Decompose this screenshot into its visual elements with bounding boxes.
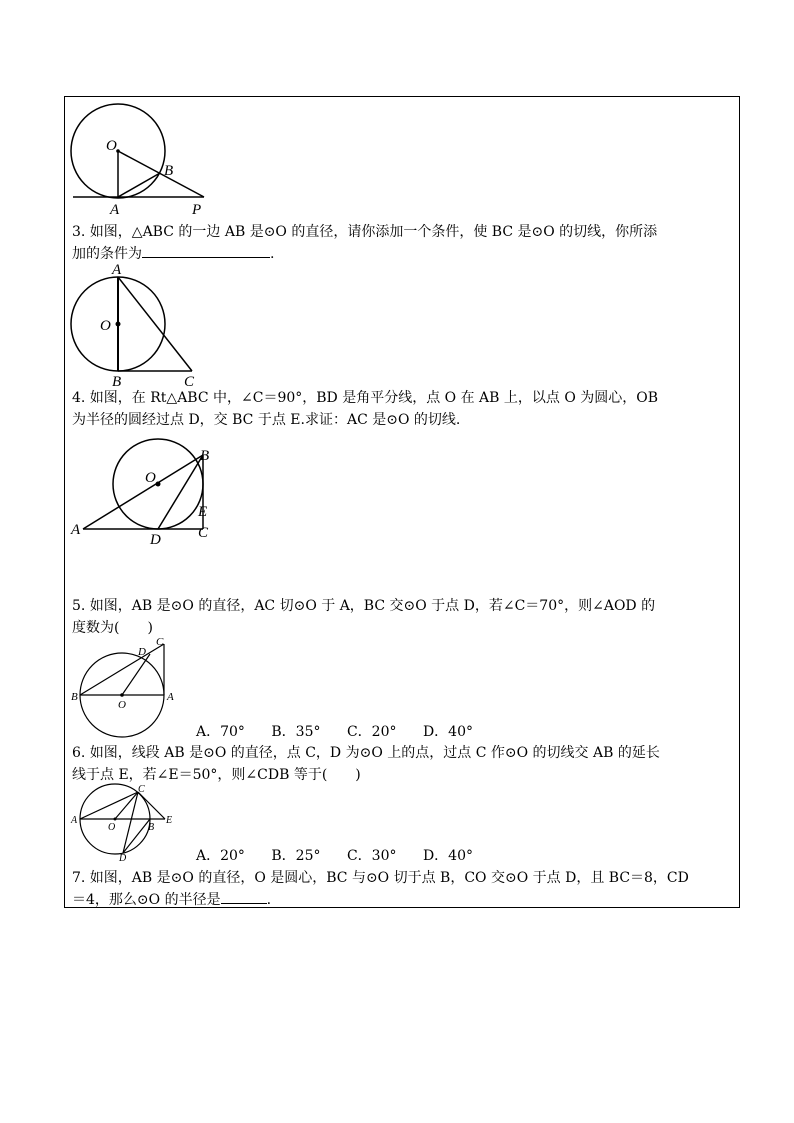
label-b: B (71, 691, 78, 703)
choice-c[interactable]: C．20° (346, 724, 397, 740)
choice-d[interactable]: D．40° (422, 724, 473, 740)
segment-od (122, 654, 150, 695)
label-b: B (148, 822, 155, 833)
label-a: A (112, 262, 122, 278)
figure-tangent-circle-p (68, 100, 218, 220)
label-a: A (71, 815, 78, 826)
segment-bc (80, 644, 164, 695)
answer-blank-q7[interactable] (221, 889, 267, 904)
question-5-line-2: 度数为( ) (72, 620, 153, 636)
label-p: P (192, 202, 202, 218)
label-a: A (71, 522, 81, 538)
choice-a[interactable]: A．70° (196, 724, 245, 740)
label-o: O (118, 699, 126, 711)
question-5 (72, 595, 736, 639)
label-o: O (108, 822, 116, 833)
label-c: C (156, 636, 164, 648)
question-5-line-1: 5. 如图，AB 是⊙O 的直径，AC 切⊙O 于 A，BC 交⊙O 于点 D，若∠C＝70°，则∠AOD 的 (72, 598, 656, 614)
figure-right-triangle-circle (68, 438, 228, 550)
choice-c[interactable]: C．30° (346, 848, 397, 864)
question-4-line-2: 为半径的圆经过点 D，交 BC 于点 E.求证：AC 是⊙O 的切线. (72, 412, 461, 428)
question-7-line-1: 7. 如图，AB 是⊙O 的直径，O 是圆心，BC 与⊙O 切于点 B，CO 交⊙O 于点 D，且 BC＝8，CD (72, 870, 689, 886)
label-d: D (119, 853, 127, 864)
question-3-line-1: 3. 如图，△ABC 的一边 AB 是⊙O 的直径，请你添加一个条件，使 BC 是⊙O 的切线，你所添 (72, 224, 658, 240)
choice-a[interactable]: A．20° (196, 848, 245, 864)
point-o (114, 818, 117, 821)
question-6-choices (196, 845, 495, 865)
choice-b[interactable]: B．35° (271, 724, 321, 740)
choice-b[interactable]: B．25° (271, 848, 321, 864)
question-6-line-2: 线于点 E，若∠E＝50°，则∠CDB 等于( ) (72, 767, 361, 783)
label-d: D (138, 646, 146, 658)
point-o (156, 482, 161, 487)
point-o (120, 693, 124, 697)
segment-ac (118, 277, 192, 371)
question-3 (72, 221, 736, 265)
label-o: O (106, 138, 117, 154)
label-d: D (150, 532, 161, 548)
question-4-line-1: 4. 如图，在 Rt△ABC 中，∠C＝90°，BD 是角平分线，点 O 在 AB 上，以点 O 为圆心，OB (72, 390, 659, 406)
label-o: O (100, 318, 111, 334)
question-7 (72, 867, 736, 911)
label-c: C (184, 374, 195, 390)
label-b: B (200, 448, 210, 464)
label-c: C (138, 784, 145, 795)
question-4 (72, 387, 736, 431)
label-b: B (112, 374, 122, 390)
question-7-line-2: ＝4，那么⊙O 的半径是 . (72, 889, 736, 911)
label-e: E (198, 504, 208, 520)
answer-blank-q3[interactable] (142, 243, 270, 258)
label-a: A (110, 202, 120, 218)
figure-q6 (68, 782, 180, 862)
segment-ce-tangent (138, 792, 165, 819)
segment-bd (158, 455, 203, 529)
figure-diameter-triangle (68, 262, 208, 390)
question-5-choices (196, 721, 495, 741)
question-3-line-2: 加的条件为 . (72, 243, 736, 265)
label-e: E (166, 815, 173, 826)
question-6 (72, 742, 736, 786)
figure-q5 (68, 634, 180, 740)
point-o (116, 322, 121, 327)
segment-ab (83, 455, 203, 529)
label-b: B (164, 163, 174, 179)
label-o: O (145, 470, 156, 486)
label-a: A (167, 691, 174, 703)
label-c: C (198, 525, 209, 541)
question-6-line-1: 6. 如图，线段 AB 是⊙O 的直径，点 C，D 为⊙O 上的点，过点 C 作⊙O 的切线交 AB 的延长 (72, 745, 660, 761)
choice-d[interactable]: D．40° (422, 848, 473, 864)
